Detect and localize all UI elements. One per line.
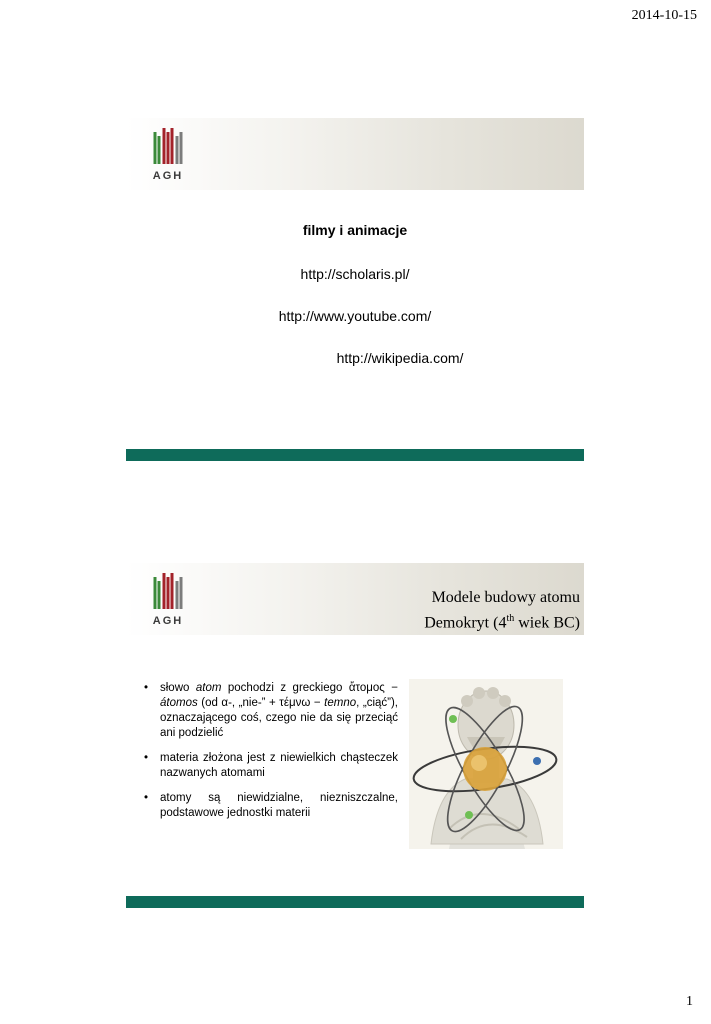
slide-footer-bar (126, 449, 584, 461)
slide-footer-bar (126, 896, 584, 908)
link-wikipedia[interactable]: http://wikipedia.com/ (336, 350, 464, 366)
democritus-bust-image (409, 679, 563, 849)
slide-header (126, 118, 584, 190)
logo-text: AGH (152, 170, 184, 182)
slide-title (424, 587, 580, 633)
slide-title: filmy i animacje (302, 222, 408, 238)
link-youtube[interactable]: http://www.youtube.com/ (278, 308, 432, 324)
page-number: 1 (686, 994, 693, 1009)
slide-title-line-1: Modele budowy atomu (431, 589, 580, 606)
bullet-dot: • (144, 682, 149, 694)
bullet-item-matter: • materia złożona jest z niewielkich chąsteczek nazwanych atomami (144, 752, 398, 779)
slide-header (126, 563, 584, 635)
link-scholaris[interactable]: http://scholaris.pl/ (300, 266, 410, 282)
bullet-dot: • (144, 792, 149, 804)
bullet-list (144, 681, 398, 831)
slide-title-line-2: Demokryt (4th wiek BC) (424, 613, 580, 632)
slide-1 (126, 118, 584, 462)
agh-logo-icon (152, 126, 184, 182)
logo-text: AGH (152, 615, 184, 627)
bullet-dot: • (144, 752, 149, 764)
bullet-item-atoms: • atomy są niewidzialne, niezniszczalne, podstawowe jednostki materii (144, 792, 398, 819)
page-date: 2014-10-15 (631, 8, 697, 23)
bullet-item-etymology: • słowo atom pochodzi z greckiego ἄτομος − átomos (od α-, „nie-” + τέμνω − temno, „ciąć”), oznaczającego coś, czego nie da się przeciąć ani podzielić (144, 682, 399, 739)
agh-logo-icon (152, 571, 184, 627)
slide-2 (126, 563, 584, 908)
